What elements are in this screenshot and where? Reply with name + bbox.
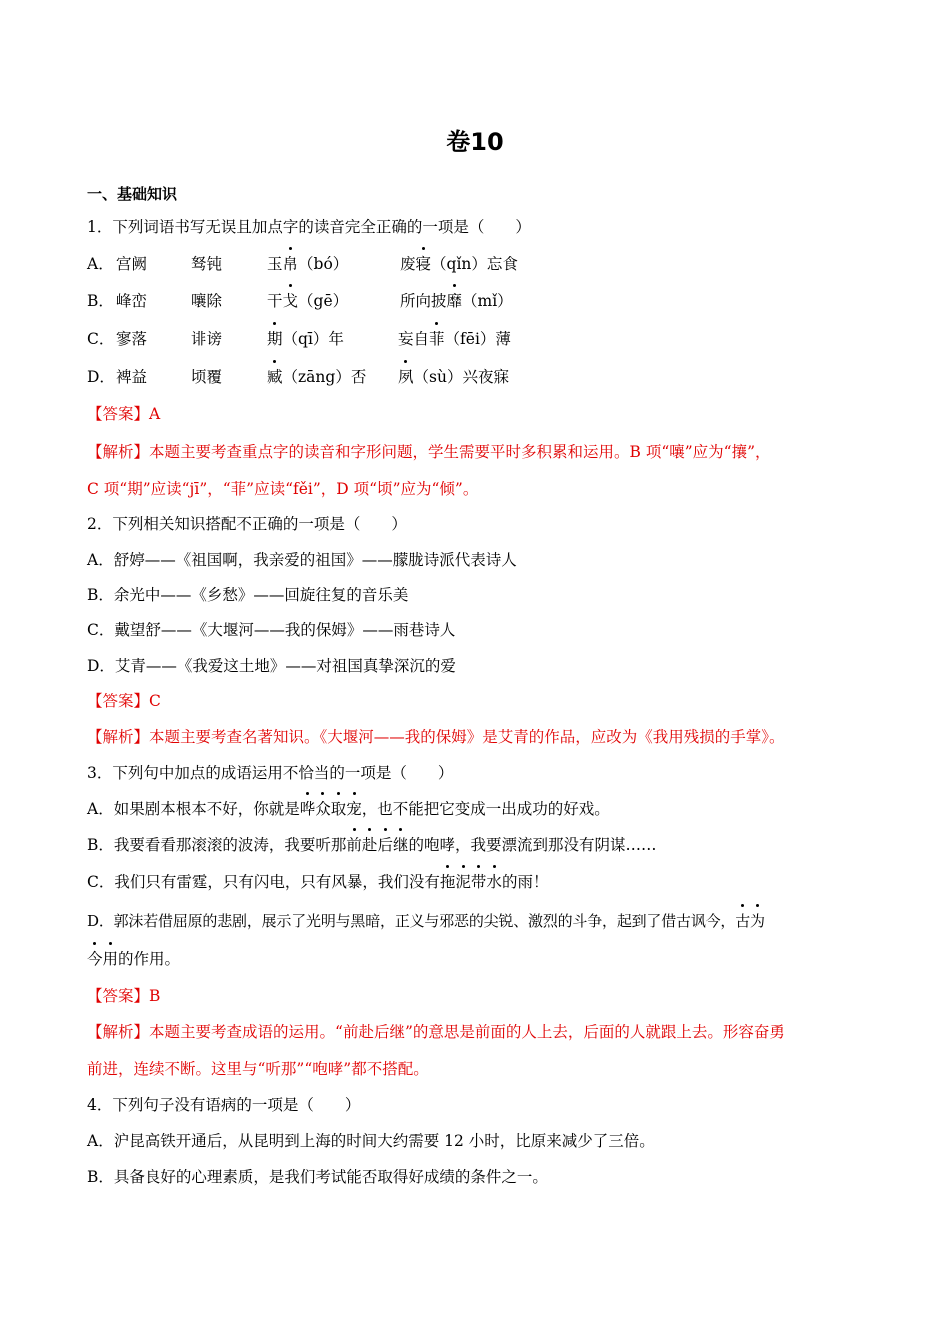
- option-word: 寥落: [116, 330, 148, 348]
- option-label: B．: [87, 292, 114, 310]
- q2-analysis: 【解析】本题主要考查名著知识。《大堰河——我的保姆》是艾青的作品，应改为《我用残损的手掌》。: [87, 728, 785, 746]
- option-label: A．: [87, 255, 114, 273]
- option-word: 宫阙: [116, 255, 148, 273]
- q3-analysis-cont: 前进，连续不断。这里与“听那”“咆哮”都不搭配。: [87, 1060, 429, 1078]
- q3-option-c: C．我们只有雷霆，只有闪电，只有风暴，我们没有拖泥带水的雨！: [87, 873, 549, 891]
- q4-option-a: A．沪昆高铁开通后，从昆明到上海的时间大约需要 12 小时，比原来减少了三倍。: [87, 1132, 655, 1150]
- q1-option-b: [87, 290, 847, 312]
- q4-option-b: B．具备良好的心理素质，是我们考试能否取得好成绩的条件之一。: [87, 1168, 548, 1186]
- q1-analysis-cont: C 项“期”应读“jī”，“菲”应读“fěi”，D 项“顷”应为“倾”。: [87, 480, 479, 498]
- q1-stem: 1．下列词语书写无误且加点字的读音完全正确的一项是（ ）: [87, 218, 531, 236]
- option-label: D．: [87, 368, 115, 386]
- option-label: C．: [87, 330, 115, 348]
- option-word: 玉帛（bó）: [267, 255, 349, 273]
- option-word: 诽谤: [191, 330, 223, 348]
- option-word: 所向披靡（mǐ）: [400, 292, 513, 310]
- section-heading: 一、基础知识: [87, 185, 178, 203]
- q3-answer: 【答案】B: [87, 987, 161, 1005]
- q4-stem: 4．下列句子没有语病的一项是（ ）: [87, 1096, 361, 1114]
- option-word: 峰峦: [116, 292, 148, 310]
- q2-stem: 2．下列相关知识搭配不正确的一项是（ ）: [87, 515, 407, 533]
- option-word: 干戈（gē）: [267, 292, 349, 310]
- option-word: 期（qī）年: [267, 330, 344, 348]
- page-title: 卷10: [446, 128, 504, 156]
- q2-option-a: A．舒婷——《祖国啊，我亲爱的祖国》——朦胧诗派代表诗人: [87, 551, 517, 569]
- q1-option-c: [87, 328, 847, 350]
- option-word: 嚷除: [191, 292, 223, 310]
- q1-option-a: [87, 253, 847, 275]
- q3-stem: 3．下列句中加点的成语运用不恰当的一项是（ ）: [87, 764, 454, 782]
- q3-option-b: B．我要看看那滚滚的波涛，我要听那前赴后继的咆哮，我要漂流到那没有阴谋……: [87, 836, 657, 854]
- option-word: 顷覆: [191, 368, 223, 386]
- q2-answer: 【答案】C: [87, 692, 161, 710]
- q3-analysis: 【解析】本题主要考查成语的运用。“前赴后继”的意思是前面的人上去，后面的人就跟上去。形容奋勇: [87, 1023, 785, 1041]
- q2-option-c: C．戴望舒——《大堰河——我的保姆》——雨巷诗人: [87, 621, 456, 639]
- option-word: 妄自菲（fēi）薄: [398, 330, 511, 348]
- option-word: 废寝（qǐn）忘食: [400, 255, 518, 273]
- q1-answer: 【答案】A: [87, 405, 161, 423]
- option-word: 臧（zāng）否: [267, 368, 367, 386]
- q3-option-d-cont: 今用的作用。: [87, 950, 181, 968]
- q2-option-b: B．余光中——《乡愁》——回旋往复的音乐美: [87, 586, 409, 604]
- option-word: 驽钝: [191, 255, 223, 273]
- q3-option-a: A．如果剧本根本不好，你就是哗众取宠，也不能把它变成一出成功的好戏。: [87, 800, 610, 818]
- q1-analysis: 【解析】本题主要考查重点字的读音和字形问题，学生需要平时多积累和运用。B 项“嚷”应为“攘”，: [87, 443, 771, 461]
- option-word: 夙（sù）兴夜寐: [398, 368, 509, 386]
- q3-option-d: D．郭沫若借屈原的悲剧，展示了光明与黑暗，正义与邪恶的尖锐、激烈的斗争，起到了借古讽今，古为: [87, 912, 765, 930]
- q1-option-d: [87, 366, 847, 388]
- q2-option-d: D．艾青——《我爱这土地》——对祖国真挚深沉的爱: [87, 657, 456, 675]
- option-word: 裨益: [116, 368, 148, 386]
